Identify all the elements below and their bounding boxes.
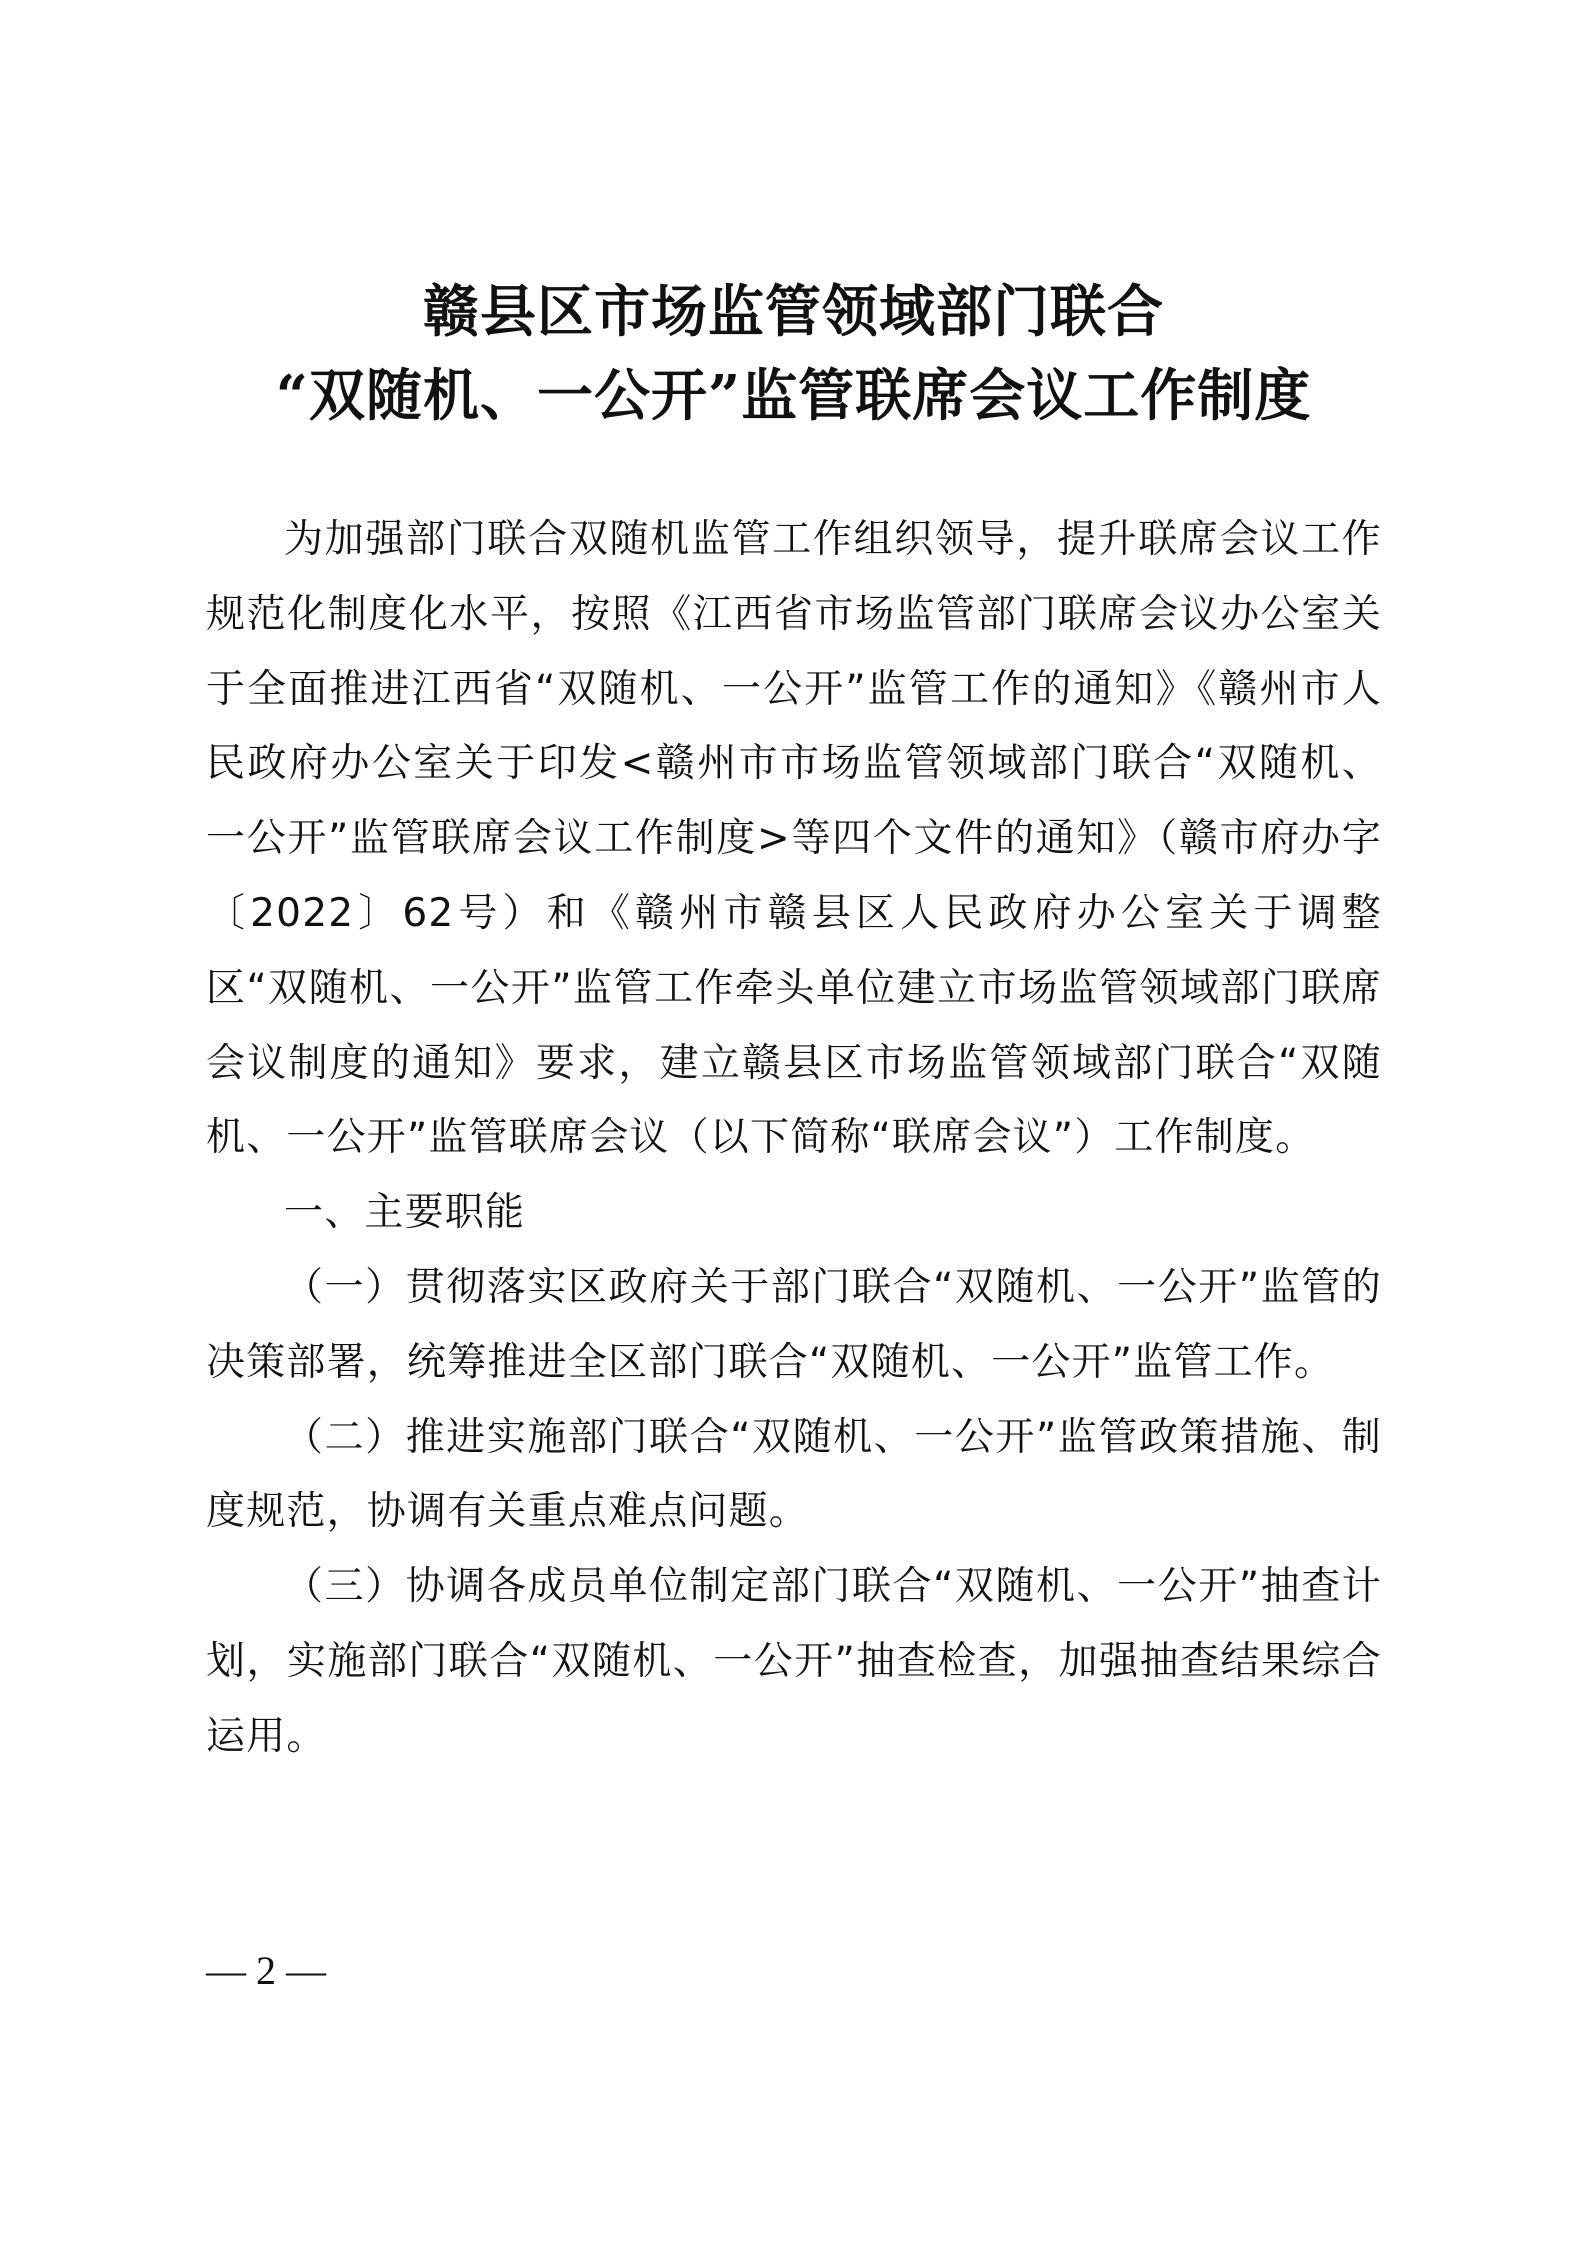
function-item-3: （三）协调各成员单位制定部门联合“双随机、一公开”抽查计划，实施部门联合“双随机、一公开”抽查检查，加强抽查结果综合运用。 [206, 1564, 1382, 1759]
document-body [206, 503, 1382, 1775]
section-heading-main-functions: 一、主要职能 [284, 1190, 526, 1236]
document-title-line-1: 赣县区市场监管领域部门联合 [423, 279, 1164, 345]
function-item-1: （一）贯彻落实区政府关于部门联合“双随机、一公开”监管的决策部署，统筹推进全区部门联合“双随机、一公开”监管工作。 [206, 1264, 1382, 1385]
intro-paragraph: 为加强部门联合双随机监管工作组织领导，提升联席会议工作规范化制度化水平，按照《江西省市场监管部门联席会议办公室关于全面推进江西省“双随机、一公开”监管工作的通知》《赣州市人民政府办公室关于印发<赣州市市场监管领域部门联合“双随机、一公开”监管联席会议工作制度>等四个文件的通知》（赣市府办字〔2022〕62号）和《赣州市赣县区人民政府办公室关于调整区“双随机、一公开”监管工作牵头单位建立市场监管领域部门联席会议制度的通知》要求，建立赣县区市场监管领域部门联合“双随机、一公开”监管联席会议（以下简称“联席会议”）工作制度。 [206, 517, 1382, 1161]
document-title-line-2: “双随机、一公开”监管联席会议工作制度 [275, 363, 1312, 429]
function-item-2: （二）推进实施部门联合“双随机、一公开”监管政策措施、制度规范，协调有关重点难点问题。 [206, 1414, 1382, 1535]
page-number: — 2 — [206, 1948, 326, 1993]
